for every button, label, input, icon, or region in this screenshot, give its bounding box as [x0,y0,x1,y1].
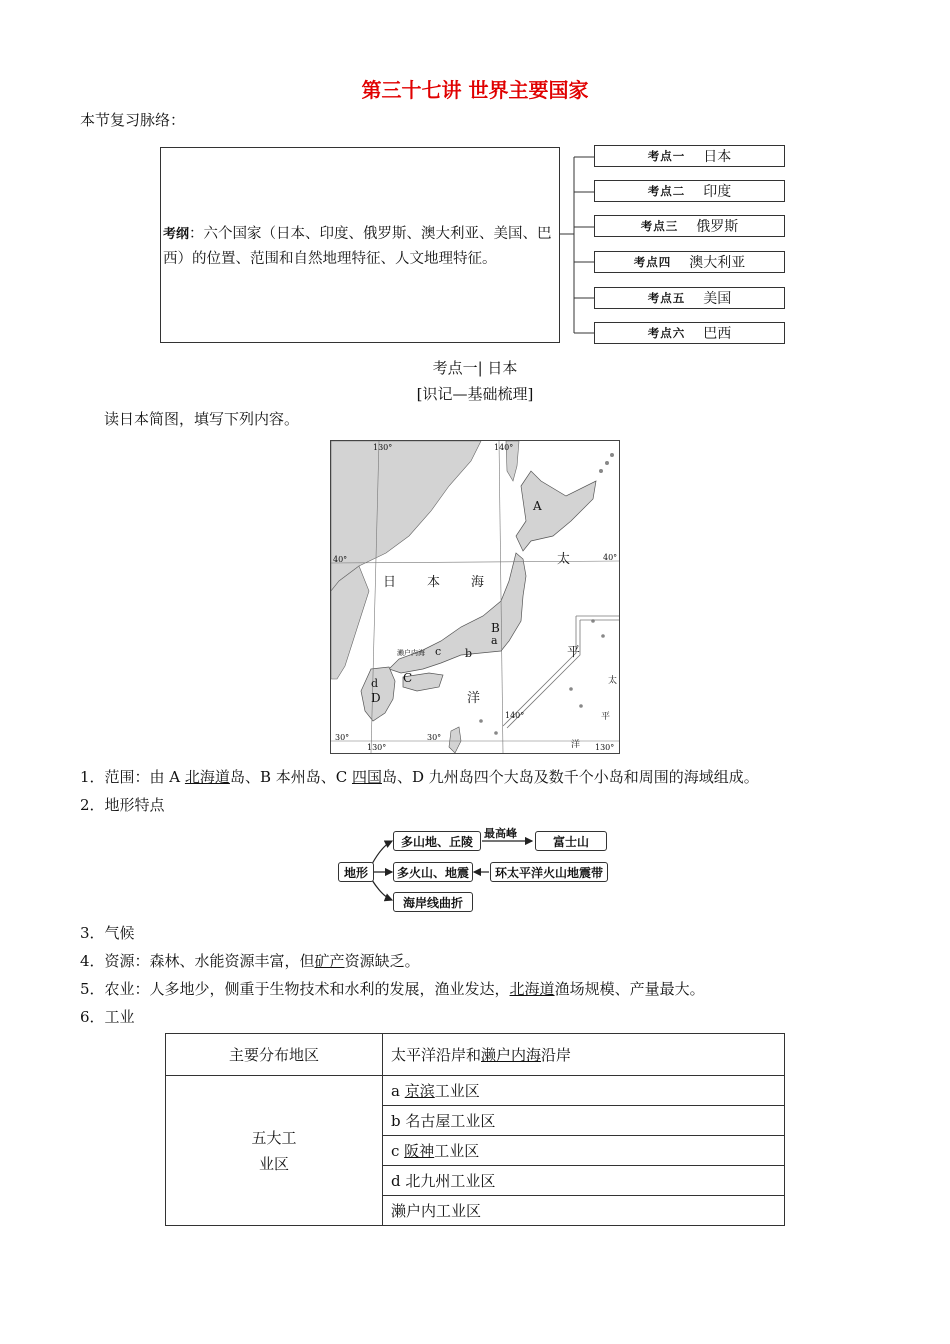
kaodian-1: 考点一 日本 [594,145,785,167]
outline-label: 考纲 [163,227,190,242]
lat-label-40-left: 40° [333,555,348,564]
kaodian-6: 考点六 巴西 [594,322,785,344]
label-C: C [403,671,413,685]
lat-label-30-left: 30° [335,733,350,742]
label-A: A [533,499,542,513]
japan-map [330,440,620,754]
item-2: 2．地形特点 [80,796,165,814]
section-sub: [识记—基础梳理] [416,385,534,403]
label-D: D [371,691,381,705]
outline-text [163,222,557,272]
outline-connector [560,150,596,340]
table-row: d 北九州工业区 [383,1166,785,1196]
kaodian-5: 考点五 美国 [594,287,785,309]
flow-coast: 海岸线曲折 [393,892,473,912]
lon-label-130-bottom: 130° [367,743,387,752]
pacific-1: 太 [557,552,571,567]
lat-label-40-right: 40° [603,553,618,562]
lon-label-130-top: 130° [373,443,393,452]
lat-label-30-mid: 30° [427,733,442,742]
pacific-inset-3: 洋 [571,740,581,750]
lon-label-140-bottom: 140° [505,711,525,720]
table-row: 濑户内工业区 [383,1196,785,1226]
section-heading: 考点一| 日本 [432,359,518,377]
flow-volcano: 多火山、地震 [393,862,473,882]
pacific-3: 洋 [467,691,481,706]
label-d: d [371,677,379,690]
flow-fuji: 富士山 [535,831,607,851]
japan-map-graphic [331,441,619,753]
outline-body: ：六个国家（日本、印度、俄罗斯、澳大利亚、美国、巴西）的位置、范围和自然地理特征、人文地理特征。 [163,226,552,267]
lon-label-140-top: 140° [494,443,514,452]
pacific-inset-1: 太 [608,676,618,686]
table-row: b 名古屋工业区 [383,1106,785,1136]
item-5: 5．农业：人多地少，侧重于生物技术和水利的发展，渔业发达，北海道渔场规模、产量最大。 [80,980,705,998]
table-header-right: 太平洋沿岸和濑户内海沿岸 [383,1034,785,1076]
kaodian-2: 考点二 印度 [594,180,785,202]
item-3: 3．气候 [80,924,135,942]
label-b: b [465,647,473,660]
kaodian-4: 考点四 澳大利亚 [594,251,785,273]
industry-table [165,1033,785,1226]
label-c: c [435,645,442,658]
item-4: 4．资源：森林、水能资源丰富，但矿产资源缺乏。 [80,952,420,970]
sea-of-japan-3: 海 [471,575,485,590]
pacific-2: 平 [567,645,581,660]
table-header-left: 主要分布地区 [166,1034,383,1076]
sea-of-japan-2: 本 [427,575,441,590]
table-row: c 阪神工业区 [383,1136,785,1166]
label-B: B [491,621,500,635]
kaodian-3: 考点三 俄罗斯 [594,215,785,237]
flow-terrain: 地形 [338,862,374,882]
intro-text: 本节复习脉络： [80,111,186,129]
page-title: 第三十七讲 世界主要国家 [361,78,589,102]
table-row: a 京滨工业区 [383,1076,785,1106]
instruction: 读日本简图，填写下列内容。 [104,410,300,428]
strait-label: 濑户内海 [397,649,425,657]
flow-peak-label: 最高峰 [484,827,517,840]
item-1: 1．范围：由 A 北海道岛、B 本州岛、C 四国岛、D 九州岛四个大岛及数千个小岛和周围的海域组成。 [80,768,759,786]
sea-of-japan-1: 日 [383,575,397,590]
item-6: 6．工业 [80,1008,135,1026]
table-five-zones: 五大工 业区 [166,1076,383,1226]
flow-mountains: 多山地、丘陵 [393,831,481,851]
flow-belt: 环太平洋火山地震带 [490,862,608,882]
lon-label-130-inset: 130° [595,743,615,752]
label-a: a [491,634,498,647]
pacific-inset-2: 平 [601,712,611,722]
